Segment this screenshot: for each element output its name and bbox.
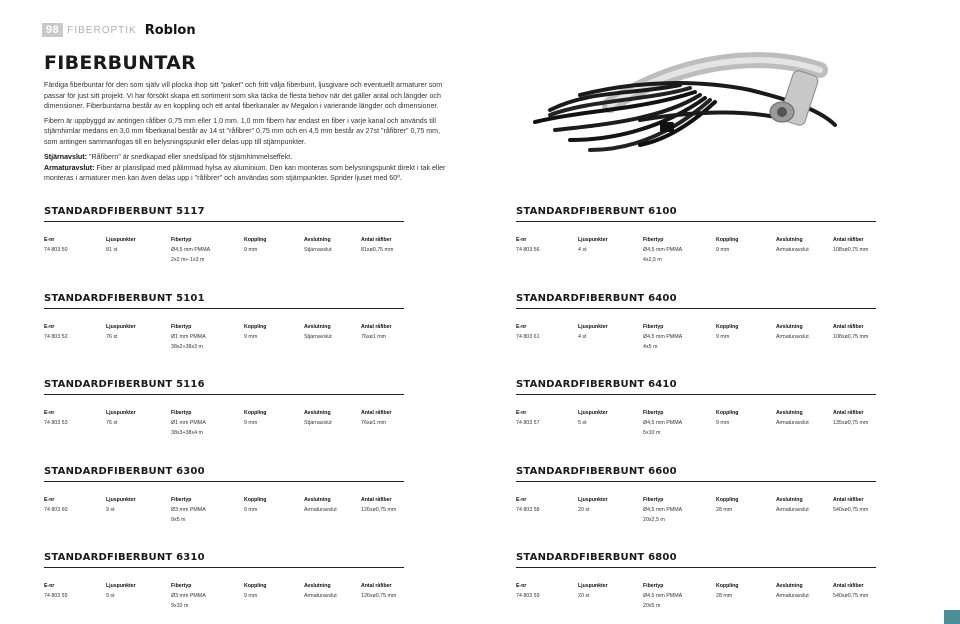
spec-value: Armaturavslut	[776, 247, 809, 253]
spec-value: 126xø0,75 mm	[361, 506, 397, 513]
title-rule	[44, 481, 404, 482]
spec-value: 9 st	[106, 593, 115, 599]
spec-value: Stjärnavslut	[304, 420, 332, 426]
spec-value: 74 803 58	[516, 506, 540, 513]
title-rule	[44, 308, 404, 309]
product-specs	[44, 497, 404, 527]
spec-value: 9 mm	[716, 333, 730, 340]
spec-length: 9x5 m	[171, 516, 186, 523]
spec-label: E-nr	[44, 583, 55, 589]
spec-value: Stjärnavslut	[304, 333, 332, 340]
spec-label: Avslutning	[776, 237, 803, 243]
spec-label: E-nr	[516, 323, 527, 330]
product-block	[516, 293, 876, 354]
spec-label: Ljuspunkter	[578, 496, 608, 503]
spec-value: 28 mm	[716, 506, 733, 513]
spec-label: Antal råfiber	[361, 496, 392, 503]
spec-label: E-nr	[516, 496, 527, 503]
spec-label: Koppling	[244, 583, 267, 589]
product-block	[44, 466, 404, 527]
product-specs	[44, 583, 404, 613]
title-rule	[44, 221, 404, 222]
spec-label: Koppling	[244, 237, 267, 243]
product-specs	[516, 583, 876, 613]
spec-label: Avslutning	[304, 496, 331, 503]
spec-value: 28 mm	[716, 593, 733, 599]
spec-value: 108xø0,75 mm	[833, 333, 869, 340]
spec-label: E-nr	[44, 323, 55, 330]
spec-value: 74 803 61	[516, 333, 540, 340]
spec-label: Avslutning	[776, 496, 803, 503]
spec-value: 76 st	[106, 333, 118, 340]
product-title: STANDARDFIBERBUNT 6400	[516, 292, 677, 304]
spec-value: 74 803 50	[44, 247, 68, 253]
product-title: STANDARDFIBERBUNT 6800	[516, 552, 677, 563]
spec-value: Ø4,5 mm PMMA	[643, 506, 683, 513]
page-header	[42, 22, 196, 38]
spec-value: 74 803 57	[516, 420, 540, 426]
spec-label: Ljuspunkter	[106, 410, 136, 416]
spec-label: Antal råfiber	[361, 583, 392, 589]
spec-value: 108xø0,75 mm	[833, 247, 869, 253]
product-specs	[44, 237, 404, 267]
intro-paragraph-2: Fibern är uppbyggd av antingen råfiber 0,75 mm eller 1,0 mm. 1,0 mm fibern har endast en fiber i varje kanal och används till stjärnhimlar medans en 3,0 mm fiberkanal består av 14 st "råfibrer" 0,75 mm och en 4,5 mm består av 27st "råfibrer" 0,75 mm, som antingen sammanfogas till en belysningspunkt eller delas upp till stjärnpunkter.	[44, 116, 441, 146]
spec-length: 38x3+38x4 m	[171, 430, 203, 436]
spec-value: Ø4,5 mm PMMA	[171, 247, 211, 253]
product-title: STANDARDFIBERBUNT 5117	[44, 206, 205, 217]
termination-notes	[44, 152, 454, 184]
spec-label: Antal råfiber	[833, 323, 864, 330]
title-rule	[516, 567, 876, 568]
spec-length: 4x5 m	[643, 343, 658, 350]
spec-value: 74 803 59	[516, 593, 540, 599]
spec-label: Koppling	[244, 410, 267, 416]
spec-label: Ljuspunkter	[106, 237, 136, 243]
spec-label: Fibertyp	[643, 496, 664, 503]
spec-label: Fibertyp	[643, 583, 664, 589]
spec-label: Fibertyp	[171, 583, 192, 589]
product-title: STANDARDFIBERBUNT 5116	[44, 379, 205, 390]
spec-label: E-nr	[516, 583, 527, 589]
title-rule	[516, 308, 876, 309]
spec-label: Koppling	[244, 496, 267, 503]
spec-value: 81 st	[106, 247, 118, 253]
spec-label: E-nr	[44, 410, 55, 416]
spec-label: Ljuspunkter	[106, 323, 136, 330]
title-rule	[44, 567, 404, 568]
page-tab-marker	[944, 610, 960, 624]
spec-value: 9 mm	[716, 247, 730, 253]
spec-label: Fibertyp	[171, 410, 192, 416]
spec-value: 9 mm	[244, 333, 258, 340]
spec-label: E-nr	[44, 496, 55, 503]
spec-value: 9 mm	[244, 420, 258, 426]
spec-value: Ø4,5 mm PMMA	[643, 593, 683, 599]
spec-label: Ljuspunkter	[578, 583, 608, 589]
spec-value: 9 mm	[244, 247, 258, 253]
title-rule	[516, 394, 876, 395]
spec-label: Antal råfiber	[833, 496, 864, 503]
spec-label: Antal råfiber	[833, 583, 864, 589]
spec-label: Avslutning	[776, 583, 803, 589]
title-rule	[44, 394, 404, 395]
product-specs	[516, 410, 876, 440]
spec-label: Avslutning	[776, 323, 803, 330]
spec-value: 9 mm	[716, 420, 730, 426]
spec-value: 74 803 56	[516, 247, 540, 253]
product-block	[44, 379, 404, 440]
spec-label: Ljuspunkter	[578, 323, 608, 330]
spec-value: Armaturavslut	[776, 333, 809, 340]
spec-label: Fibertyp	[643, 410, 664, 416]
spec-label: Avslutning	[304, 410, 331, 416]
spec-label: Antal råfiber	[361, 323, 392, 330]
note-luminaire-text: Fiber är planslipad med pålimmad hylsa av aluminium. Den kan monteras som belysningspunkt direkt i tak eller monteras i armaturer men kan även delas upp i "råfibrer" och användas som stjärnpunkter. Sprider ljuset med 60º.	[44, 163, 446, 183]
product-specs	[44, 410, 404, 440]
spec-value: 9 mm	[244, 593, 258, 599]
spec-length: 20x2,5 m	[643, 516, 665, 523]
spec-label: Avslutning	[304, 237, 331, 243]
spec-value: Armaturavslut	[776, 420, 809, 426]
note-star-label: Stjärnavslut:	[44, 153, 87, 161]
spec-value: Armaturavslut	[304, 593, 337, 599]
spec-label: Avslutning	[776, 410, 803, 416]
spec-label: Ljuspunkter	[578, 410, 608, 416]
spec-value: Ø1 mm PMMA	[171, 420, 206, 426]
spec-length: 20x5 m	[643, 603, 661, 609]
product-block	[516, 379, 876, 440]
spec-label: Fibertyp	[643, 237, 664, 243]
product-title: STANDARDFIBERBUNT 6100	[516, 206, 677, 217]
spec-value: 74 803 52	[44, 333, 68, 340]
spec-value: Armaturavslut	[776, 593, 809, 599]
product-title: STANDARDFIBERBUNT 6600	[516, 465, 677, 477]
spec-value: Armaturavslut	[304, 506, 337, 513]
spec-value: 20 st	[578, 593, 590, 599]
product-block	[516, 206, 876, 267]
spec-label: E-nr	[516, 237, 527, 243]
product-title: STANDARDFIBERBUNT 6410	[516, 379, 677, 390]
title-rule	[516, 221, 876, 222]
product-specs	[516, 324, 876, 354]
spec-label: Ljuspunkter	[578, 237, 608, 243]
product-block	[516, 552, 876, 613]
spec-value: Ø3 mm PMMA	[171, 593, 206, 599]
spec-label: Antal råfiber	[833, 410, 864, 416]
fiber-bundle-photo	[490, 0, 960, 200]
spec-label: E-nr	[516, 410, 527, 416]
product-specs	[516, 237, 876, 267]
spec-label: Koppling	[716, 583, 739, 589]
spec-label: Antal råfiber	[833, 237, 864, 243]
spec-length: 38x2+38x3 m	[171, 343, 203, 350]
note-luminaire-label: Armaturavslut:	[44, 163, 95, 172]
title-rule	[516, 481, 876, 482]
intro-text	[44, 80, 444, 152]
spec-value: 126xø0,75 mm	[361, 593, 397, 599]
product-title: STANDARDFIBERBUNT 6310	[44, 552, 205, 563]
spec-length: 2x2 m+ 1x3 m	[171, 257, 205, 263]
spec-label: E-nr	[44, 237, 55, 243]
spec-value: 9 mm	[244, 506, 258, 513]
spec-label: Koppling	[716, 323, 739, 330]
page-title: FIBERBUNTAR	[44, 52, 197, 74]
spec-value: 4 st	[578, 247, 587, 253]
spec-value: 20 st	[578, 506, 590, 513]
spec-label: Fibertyp	[643, 323, 664, 330]
spec-length: 5x10 m	[643, 430, 661, 436]
intro-paragraph-1: Färdiga fiberbuntar för den som själv vill plocka ihop sitt "paket" och fritt välja fiberbunt, ljusgivare och eventuellt armaturer som passar för just sitt projekt. Vi har försökt skapa ett sortiment som ska täcka de flesta behov när det gäller antal och längder och dimensioner. Fiberbuntarna består av en koppling och ett antal fiberkanaler av Megalon i varierande längder och dimensioner.	[44, 81, 443, 111]
spec-value: Armaturavslut	[776, 506, 809, 513]
spec-value: Ø4,5 mm PMMA	[643, 333, 683, 340]
spec-label: Fibertyp	[171, 323, 192, 330]
spec-length: 9x10 m	[171, 603, 189, 609]
spec-value: Ø3 mm PMMA	[171, 506, 206, 513]
page-number: 98	[42, 23, 63, 37]
product-specs	[516, 497, 876, 527]
spec-label: Koppling	[244, 323, 267, 330]
note-star	[44, 152, 454, 163]
product-block	[44, 206, 404, 267]
product-block	[44, 552, 404, 613]
note-luminaire	[44, 163, 454, 184]
product-specs	[44, 324, 404, 354]
note-star-text: "Råfibern" är snedkapad eller snedslipad för stjärnhimmelseffekt.	[86, 153, 293, 161]
spec-value: 540xø0,75 mm	[833, 593, 869, 599]
product-block	[44, 293, 404, 354]
spec-label: Koppling	[716, 496, 739, 503]
spec-value: 4 st	[578, 333, 587, 340]
spec-value: 76xø1 mm	[361, 420, 387, 426]
spec-length: 4x2,5 m	[643, 257, 662, 263]
spec-value: 74 803 60	[44, 506, 68, 513]
spec-label: Fibertyp	[171, 237, 192, 243]
brand-logo: Roblon	[144, 22, 196, 38]
spec-value: Ø1 mm PMMA	[171, 333, 206, 340]
spec-label: Antal råfiber	[361, 237, 392, 243]
spec-label: Avslutning	[304, 583, 331, 589]
spec-value: 5 st	[578, 420, 587, 426]
spec-value: 135xø0,75 mm	[833, 420, 869, 426]
product-block	[516, 466, 876, 527]
spec-label: Koppling	[716, 237, 739, 243]
product-title: STANDARDFIBERBUNT 5101	[44, 292, 205, 304]
spec-label: Ljuspunkter	[106, 583, 136, 589]
spec-label: Koppling	[716, 410, 739, 416]
spec-label: Ljuspunkter	[106, 496, 136, 503]
spec-value: Ø4,5 mm PMMA	[643, 420, 683, 426]
product-title: STANDARDFIBERBUNT 6300	[44, 465, 205, 477]
spec-value: 540xø0,75 mm	[833, 506, 869, 513]
spec-value: 9 st	[106, 506, 115, 513]
spec-label: Fibertyp	[171, 496, 192, 503]
spec-value: Ø4,5 mm PMMA	[643, 247, 683, 253]
spec-value: Stjärnavslut	[304, 247, 332, 253]
section-label: FIBEROPTIK	[67, 24, 137, 36]
spec-value: 74 803 55	[44, 593, 68, 599]
spec-value: 74 803 53	[44, 420, 68, 426]
spec-label: Antal råfiber	[361, 410, 392, 416]
spec-value: 76 st	[106, 420, 118, 426]
spec-value: 76xø1 mm	[361, 333, 387, 340]
spec-value: 81xø0,75 mm	[361, 247, 394, 253]
spec-label: Avslutning	[304, 323, 331, 330]
